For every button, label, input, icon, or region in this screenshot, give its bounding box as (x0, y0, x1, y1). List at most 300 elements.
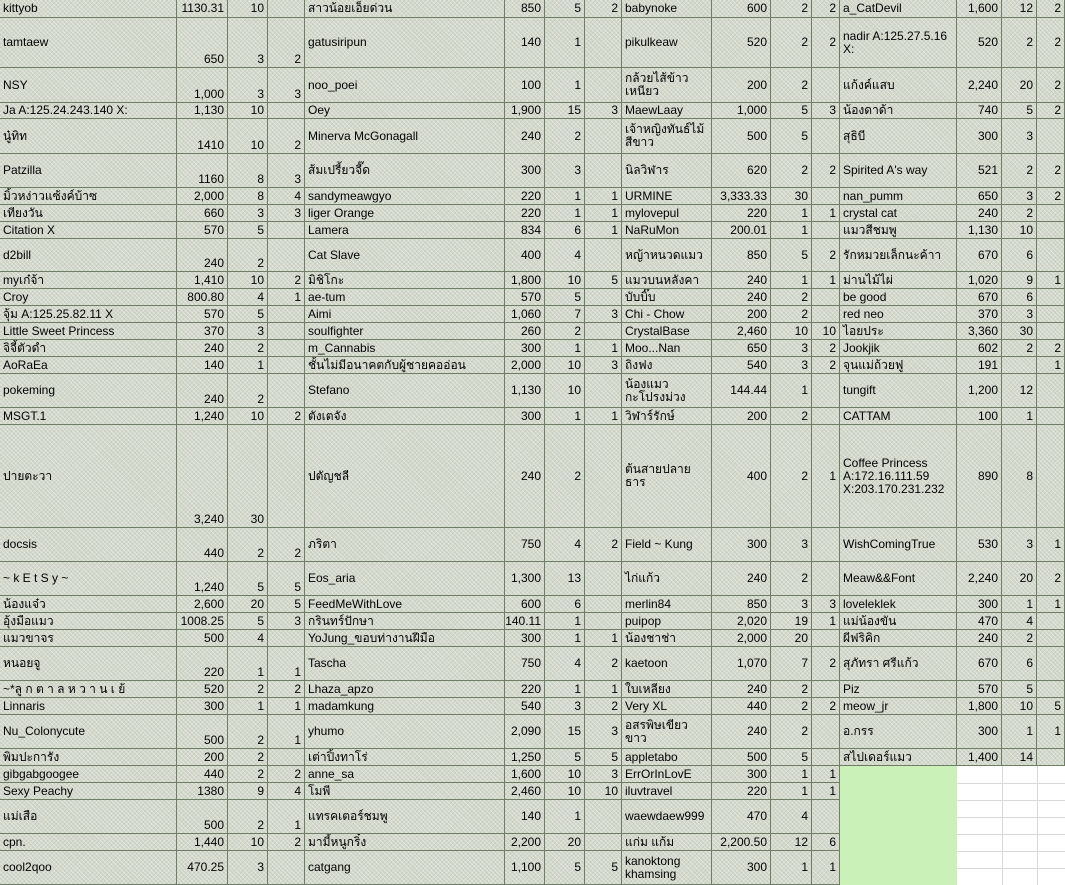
amount-cell[interactable]: 1,300 (505, 562, 545, 596)
count-cell[interactable]: 6 (545, 596, 585, 613)
name-cell[interactable]: สุภัทรา ศรีแก้ว (840, 647, 957, 681)
count-cell[interactable]: 6 (1002, 239, 1037, 272)
amount-cell[interactable]: 570 (177, 306, 228, 323)
name-cell[interactable]: น้องชาช่า (622, 630, 712, 647)
count-cell[interactable]: 2 (812, 340, 840, 357)
count-cell[interactable]: 3 (1002, 188, 1037, 205)
count-cell[interactable]: 1 (1002, 596, 1037, 613)
count-cell[interactable]: 1 (545, 800, 585, 834)
count-cell[interactable]: 5 (268, 596, 305, 613)
count-cell[interactable]: 2 (268, 272, 305, 289)
name-cell[interactable]: tamtaew (0, 18, 177, 68)
name-cell[interactable]: สาวน้อยเอ็ยด่วน (305, 0, 505, 18)
amount-cell[interactable]: 370 (177, 323, 228, 340)
count-cell[interactable] (1037, 630, 1065, 647)
amount-cell[interactable]: 220 (505, 681, 545, 698)
count-cell[interactable]: 1 (228, 647, 268, 681)
name-cell[interactable]: Eos_aria (305, 562, 505, 596)
name-cell[interactable]: liger Orange (305, 205, 505, 222)
name-cell[interactable]: pikulkeaw (622, 18, 712, 68)
count-cell[interactable]: 3 (268, 68, 305, 103)
amount-cell[interactable]: 1,130 (505, 374, 545, 408)
count-cell[interactable]: 10 (545, 357, 585, 374)
count-cell[interactable] (1037, 239, 1065, 272)
amount-cell[interactable]: 240 (177, 239, 228, 272)
count-cell[interactable]: 5 (585, 749, 622, 766)
name-cell[interactable]: บับบิ๊บ (622, 289, 712, 306)
count-cell[interactable] (268, 323, 305, 340)
count-cell[interactable] (812, 188, 840, 205)
amount-cell[interactable]: 740 (957, 103, 1002, 119)
amount-cell[interactable]: 1,800 (505, 272, 545, 289)
amount-cell[interactable]: 300 (712, 851, 771, 885)
count-cell[interactable]: 6 (812, 834, 840, 851)
amount-cell[interactable]: 300 (505, 154, 545, 188)
amount-cell[interactable]: 2,240 (957, 68, 1002, 103)
name-cell[interactable]: mylovepul (622, 205, 712, 222)
amount-cell[interactable]: 1,250 (505, 749, 545, 766)
name-cell[interactable]: noo_poei (305, 68, 505, 103)
count-cell[interactable]: 3 (771, 596, 812, 613)
name-cell[interactable]: anne_sa (305, 766, 505, 783)
amount-cell[interactable]: 1,130 (957, 222, 1002, 239)
count-cell[interactable]: 1 (812, 766, 840, 783)
amount-cell[interactable]: 600 (712, 0, 771, 18)
name-cell[interactable]: loveleklek (840, 596, 957, 613)
count-cell[interactable]: 5 (545, 749, 585, 766)
count-cell[interactable]: 2 (545, 425, 585, 528)
count-cell[interactable] (1037, 119, 1065, 154)
count-cell[interactable] (585, 425, 622, 528)
name-cell[interactable]: Linnaris (0, 698, 177, 715)
amount-cell[interactable]: 2,240 (957, 562, 1002, 596)
count-cell[interactable]: 1 (771, 766, 812, 783)
name-cell[interactable]: อ.กรร (840, 715, 957, 749)
count-cell[interactable]: 14 (1002, 749, 1037, 766)
count-cell[interactable]: 2 (585, 698, 622, 715)
amount-cell[interactable]: 650 (712, 340, 771, 357)
count-cell[interactable]: 2 (228, 374, 268, 408)
count-cell[interactable]: 2 (228, 749, 268, 766)
name-cell[interactable]: อสรพิษเขียวขาว (622, 715, 712, 749)
amount-cell[interactable]: 1,240 (177, 408, 228, 425)
count-cell[interactable]: 12 (1002, 0, 1037, 18)
amount-cell[interactable]: 240 (957, 630, 1002, 647)
amount-cell[interactable]: 521 (957, 154, 1002, 188)
amount-cell[interactable]: 260 (505, 323, 545, 340)
count-cell[interactable]: 5 (585, 272, 622, 289)
count-cell[interactable]: 10 (771, 323, 812, 340)
amount-cell[interactable]: 570 (505, 289, 545, 306)
count-cell[interactable] (1037, 222, 1065, 239)
count-cell[interactable]: 2 (1037, 562, 1065, 596)
amount-cell[interactable]: 500 (712, 749, 771, 766)
amount-cell[interactable]: 1,060 (505, 306, 545, 323)
name-cell[interactable]: Ja A:125.24.243.140 X: (0, 103, 177, 119)
amount-cell[interactable]: 670 (957, 289, 1002, 306)
count-cell[interactable]: 3 (585, 103, 622, 119)
count-cell[interactable] (812, 681, 840, 698)
amount-cell[interactable]: 1,130 (177, 103, 228, 119)
count-cell[interactable]: 2 (268, 528, 305, 562)
count-cell[interactable]: 20 (1002, 562, 1037, 596)
count-cell[interactable] (268, 0, 305, 18)
amount-cell[interactable]: 500 (177, 800, 228, 834)
name-cell[interactable]: สุธิบี (840, 119, 957, 154)
count-cell[interactable]: 2 (268, 834, 305, 851)
amount-cell[interactable]: 220 (505, 188, 545, 205)
name-cell[interactable]: Lhaza_apzo (305, 681, 505, 698)
count-cell[interactable]: 1 (812, 205, 840, 222)
amount-cell[interactable]: 1,000 (712, 103, 771, 119)
count-cell[interactable]: 1 (228, 357, 268, 374)
count-cell[interactable] (268, 425, 305, 528)
count-cell[interactable]: 3 (1002, 528, 1037, 562)
selected-empty-range[interactable] (840, 766, 957, 885)
amount-cell[interactable]: 300 (177, 698, 228, 715)
name-cell[interactable]: Chi - Chow (622, 306, 712, 323)
count-cell[interactable]: 1 (228, 698, 268, 715)
amount-cell[interactable]: 750 (505, 528, 545, 562)
name-cell[interactable]: nadir A:125.27.5.16 X: (840, 18, 957, 68)
count-cell[interactable] (268, 630, 305, 647)
amount-cell[interactable]: 850 (505, 0, 545, 18)
count-cell[interactable]: 2 (545, 323, 585, 340)
name-cell[interactable]: myเก๋จ้า (0, 272, 177, 289)
name-cell[interactable]: แม่เสือ (0, 800, 177, 834)
count-cell[interactable]: 2 (585, 647, 622, 681)
count-cell[interactable]: 1 (545, 340, 585, 357)
name-cell[interactable]: ม่านไม้ไผ่ (840, 272, 957, 289)
amount-cell[interactable]: 540 (712, 357, 771, 374)
count-cell[interactable]: 1 (812, 783, 840, 800)
name-cell[interactable]: tungift (840, 374, 957, 408)
count-cell[interactable]: 1 (812, 272, 840, 289)
name-cell[interactable]: cool2qoo (0, 851, 177, 885)
name-cell[interactable]: มามี้หนูกริ๋ง (305, 834, 505, 851)
count-cell[interactable]: 10 (812, 323, 840, 340)
name-cell[interactable]: ถิงฟง (622, 357, 712, 374)
amount-cell[interactable]: 650 (177, 18, 228, 68)
amount-cell[interactable]: 370 (957, 306, 1002, 323)
count-cell[interactable]: 2 (1002, 18, 1037, 68)
count-cell[interactable]: 5 (545, 289, 585, 306)
count-cell[interactable]: 2 (1002, 205, 1037, 222)
count-cell[interactable]: 2 (771, 289, 812, 306)
count-cell[interactable]: 3 (1002, 306, 1037, 323)
amount-cell[interactable]: 470 (957, 613, 1002, 630)
name-cell[interactable]: AoRaEa (0, 357, 177, 374)
count-cell[interactable]: 1 (585, 408, 622, 425)
amount-cell[interactable]: 2,000 (712, 630, 771, 647)
name-cell[interactable]: Meaw&&Font (840, 562, 957, 596)
name-cell[interactable]: กรินทร์ปักษา (305, 613, 505, 630)
amount-cell[interactable]: 191 (957, 357, 1002, 374)
count-cell[interactable]: 2 (268, 766, 305, 783)
name-cell[interactable]: แก่ม แก้ม (622, 834, 712, 851)
count-cell[interactable] (1037, 323, 1065, 340)
name-cell[interactable]: Aimi (305, 306, 505, 323)
amount-cell[interactable]: 200 (177, 749, 228, 766)
name-cell[interactable]: NSY (0, 68, 177, 103)
count-cell[interactable] (268, 103, 305, 119)
amount-cell[interactable]: 2,000 (177, 188, 228, 205)
count-cell[interactable]: 5 (228, 306, 268, 323)
count-cell[interactable]: 2 (1037, 18, 1065, 68)
count-cell[interactable]: 5 (771, 749, 812, 766)
count-cell[interactable]: 3 (585, 715, 622, 749)
count-cell[interactable]: 6 (1002, 647, 1037, 681)
count-cell[interactable]: 2 (1002, 340, 1037, 357)
name-cell[interactable]: แมวสีชมพู (840, 222, 957, 239)
count-cell[interactable]: 10 (228, 834, 268, 851)
name-cell[interactable]: รักหมวยเล็กนะค้าา (840, 239, 957, 272)
name-cell[interactable]: ~ k E t S y ~ (0, 562, 177, 596)
count-cell[interactable]: 2 (268, 18, 305, 68)
amount-cell[interactable]: 670 (957, 647, 1002, 681)
amount-cell[interactable]: 2,460 (712, 323, 771, 340)
name-cell[interactable]: meow_jr (840, 698, 957, 715)
count-cell[interactable]: 1 (585, 222, 622, 239)
count-cell[interactable]: 9 (1002, 272, 1037, 289)
count-cell[interactable]: 3 (228, 18, 268, 68)
count-cell[interactable] (812, 68, 840, 103)
name-cell[interactable]: โมพี (305, 783, 505, 800)
count-cell[interactable] (268, 222, 305, 239)
count-cell[interactable]: 3 (268, 154, 305, 188)
amount-cell[interactable]: 602 (957, 340, 1002, 357)
count-cell[interactable] (812, 222, 840, 239)
name-cell[interactable]: Jookjik (840, 340, 957, 357)
name-cell[interactable]: นู๋ทิท (0, 119, 177, 154)
amount-cell[interactable]: 570 (957, 681, 1002, 698)
amount-cell[interactable]: 470.25 (177, 851, 228, 885)
name-cell[interactable]: Patzilla (0, 154, 177, 188)
name-cell[interactable]: FeedMeWithLove (305, 596, 505, 613)
amount-cell[interactable]: 500 (177, 630, 228, 647)
amount-cell[interactable]: 3,333.33 (712, 188, 771, 205)
count-cell[interactable]: 15 (545, 715, 585, 749)
count-cell[interactable]: 1 (268, 289, 305, 306)
amount-cell[interactable]: 140 (177, 357, 228, 374)
count-cell[interactable]: 1 (1037, 272, 1065, 289)
count-cell[interactable]: 1 (1002, 715, 1037, 749)
name-cell[interactable]: หญ้าหนวดแมว (622, 239, 712, 272)
count-cell[interactable]: 2 (228, 528, 268, 562)
name-cell[interactable]: Oey (305, 103, 505, 119)
amount-cell[interactable]: 300 (505, 340, 545, 357)
count-cell[interactable]: 5 (1037, 698, 1065, 715)
amount-cell[interactable]: 240 (177, 374, 228, 408)
amount-cell[interactable]: 500 (177, 715, 228, 749)
name-cell[interactable]: Nu_Colonycute (0, 715, 177, 749)
amount-cell[interactable]: 850 (712, 596, 771, 613)
count-cell[interactable] (585, 834, 622, 851)
count-cell[interactable]: 1 (545, 188, 585, 205)
count-cell[interactable] (268, 851, 305, 885)
count-cell[interactable] (1037, 205, 1065, 222)
amount-cell[interactable]: 100 (505, 68, 545, 103)
count-cell[interactable]: 2 (812, 357, 840, 374)
amount-cell[interactable]: 2,460 (505, 783, 545, 800)
name-cell[interactable]: เจ้าหญิงทันธ์ไม้สีขาว (622, 119, 712, 154)
name-cell[interactable]: catgang (305, 851, 505, 885)
count-cell[interactable]: 3 (268, 613, 305, 630)
amount-cell[interactable]: 2,200.50 (712, 834, 771, 851)
amount-cell[interactable]: 800.80 (177, 289, 228, 306)
name-cell[interactable]: ErrOrInLovE (622, 766, 712, 783)
count-cell[interactable]: 1 (812, 851, 840, 885)
name-cell[interactable]: NaRuMon (622, 222, 712, 239)
amount-cell[interactable]: 520 (957, 18, 1002, 68)
count-cell[interactable]: 2 (771, 425, 812, 528)
count-cell[interactable]: 1 (545, 18, 585, 68)
count-cell[interactable]: 1 (268, 800, 305, 834)
count-cell[interactable]: 8 (1002, 425, 1037, 528)
count-cell[interactable] (1037, 408, 1065, 425)
amount-cell[interactable]: 144.44 (712, 374, 771, 408)
amount-cell[interactable]: 1,800 (957, 698, 1002, 715)
count-cell[interactable]: 1 (771, 272, 812, 289)
amount-cell[interactable]: 300 (505, 408, 545, 425)
amount-cell[interactable]: 1,440 (177, 834, 228, 851)
name-cell[interactable]: iluvtravel (622, 783, 712, 800)
amount-cell[interactable]: 1,000 (177, 68, 228, 103)
count-cell[interactable]: 15 (545, 103, 585, 119)
count-cell[interactable] (1002, 357, 1037, 374)
name-cell[interactable]: nan_pumm (840, 188, 957, 205)
count-cell[interactable]: 3 (268, 205, 305, 222)
name-cell[interactable]: ปตัญชลี (305, 425, 505, 528)
name-cell[interactable]: หนอยจู (0, 647, 177, 681)
amount-cell[interactable]: 140 (505, 18, 545, 68)
amount-cell[interactable]: 600 (505, 596, 545, 613)
amount-cell[interactable]: 240 (505, 119, 545, 154)
count-cell[interactable]: 7 (545, 306, 585, 323)
count-cell[interactable]: 1 (268, 715, 305, 749)
count-cell[interactable]: 3 (771, 357, 812, 374)
count-cell[interactable] (812, 800, 840, 834)
name-cell[interactable]: ไอยประ (840, 323, 957, 340)
count-cell[interactable]: 2 (812, 154, 840, 188)
count-cell[interactable] (585, 239, 622, 272)
amount-cell[interactable]: 240 (712, 562, 771, 596)
count-cell[interactable]: 2 (585, 528, 622, 562)
count-cell[interactable]: 2 (228, 681, 268, 698)
count-cell[interactable]: 4 (545, 528, 585, 562)
count-cell[interactable]: 20 (1002, 68, 1037, 103)
count-cell[interactable]: 5 (771, 103, 812, 119)
count-cell[interactable]: 13 (545, 562, 585, 596)
name-cell[interactable]: CATTAM (840, 408, 957, 425)
amount-cell[interactable]: 300 (712, 528, 771, 562)
count-cell[interactable] (812, 715, 840, 749)
count-cell[interactable] (1037, 749, 1065, 766)
count-cell[interactable]: 2 (812, 239, 840, 272)
amount-cell[interactable]: 470 (712, 800, 771, 834)
amount-cell[interactable]: 1,100 (505, 851, 545, 885)
count-cell[interactable]: 3 (812, 103, 840, 119)
count-cell[interactable]: 2 (1037, 188, 1065, 205)
name-cell[interactable]: gibgabgoogee (0, 766, 177, 783)
count-cell[interactable]: 1 (585, 630, 622, 647)
count-cell[interactable]: 12 (771, 834, 812, 851)
count-cell[interactable]: 4 (545, 239, 585, 272)
count-cell[interactable]: 1 (771, 851, 812, 885)
count-cell[interactable]: 3 (585, 357, 622, 374)
amount-cell[interactable]: 400 (712, 425, 771, 528)
amount-cell[interactable]: 440 (177, 528, 228, 562)
count-cell[interactable]: 12 (1002, 374, 1037, 408)
count-cell[interactable]: 3 (1002, 119, 1037, 154)
count-cell[interactable]: 2 (1037, 103, 1065, 119)
count-cell[interactable]: 1 (1037, 528, 1065, 562)
count-cell[interactable] (812, 528, 840, 562)
count-cell[interactable]: 5 (268, 562, 305, 596)
name-cell[interactable]: MSGT.1 (0, 408, 177, 425)
count-cell[interactable]: 2 (228, 766, 268, 783)
count-cell[interactable] (812, 749, 840, 766)
count-cell[interactable]: 9 (228, 783, 268, 800)
count-cell[interactable]: 2 (771, 0, 812, 18)
count-cell[interactable]: 5 (228, 562, 268, 596)
count-cell[interactable]: 20 (771, 630, 812, 647)
amount-cell[interactable]: 2,020 (712, 613, 771, 630)
name-cell[interactable]: appletabo (622, 749, 712, 766)
name-cell[interactable]: puipop (622, 613, 712, 630)
amount-cell[interactable]: 620 (712, 154, 771, 188)
amount-cell[interactable]: 1,020 (957, 272, 1002, 289)
count-cell[interactable] (1037, 647, 1065, 681)
count-cell[interactable]: 20 (545, 834, 585, 851)
name-cell[interactable]: แม่น้องขัน (840, 613, 957, 630)
count-cell[interactable]: 1 (545, 681, 585, 698)
count-cell[interactable]: 2 (771, 681, 812, 698)
count-cell[interactable]: 5 (585, 851, 622, 885)
amount-cell[interactable]: 140.11 (505, 613, 545, 630)
count-cell[interactable]: 8 (228, 188, 268, 205)
count-cell[interactable]: 19 (771, 613, 812, 630)
amount-cell[interactable]: 220 (712, 205, 771, 222)
count-cell[interactable]: 3 (585, 306, 622, 323)
name-cell[interactable]: madamkung (305, 698, 505, 715)
amount-cell[interactable]: 200.01 (712, 222, 771, 239)
count-cell[interactable]: 5 (545, 851, 585, 885)
count-cell[interactable]: 5 (545, 0, 585, 18)
name-cell[interactable]: นิลวิฬาร (622, 154, 712, 188)
name-cell[interactable]: เต่าปิ้งทาโร่ (305, 749, 505, 766)
name-cell[interactable]: red neo (840, 306, 957, 323)
amount-cell[interactable]: 220 (712, 783, 771, 800)
count-cell[interactable]: 2 (1037, 68, 1065, 103)
count-cell[interactable]: 5 (228, 613, 268, 630)
count-cell[interactable] (812, 408, 840, 425)
amount-cell[interactable]: 1,200 (957, 374, 1002, 408)
name-cell[interactable]: จิจี้ตัวดำ (0, 340, 177, 357)
amount-cell[interactable]: 850 (712, 239, 771, 272)
name-cell[interactable]: sandymeawgyo (305, 188, 505, 205)
name-cell[interactable]: CrystalBase (622, 323, 712, 340)
count-cell[interactable] (812, 562, 840, 596)
amount-cell[interactable]: 834 (505, 222, 545, 239)
count-cell[interactable]: 1 (1037, 596, 1065, 613)
name-cell[interactable]: เทียงวัน (0, 205, 177, 222)
count-cell[interactable]: 30 (228, 425, 268, 528)
name-cell[interactable]: Cat Slave (305, 239, 505, 272)
count-cell[interactable] (1037, 374, 1065, 408)
name-cell[interactable]: cpn. (0, 834, 177, 851)
amount-cell[interactable]: 240 (177, 340, 228, 357)
